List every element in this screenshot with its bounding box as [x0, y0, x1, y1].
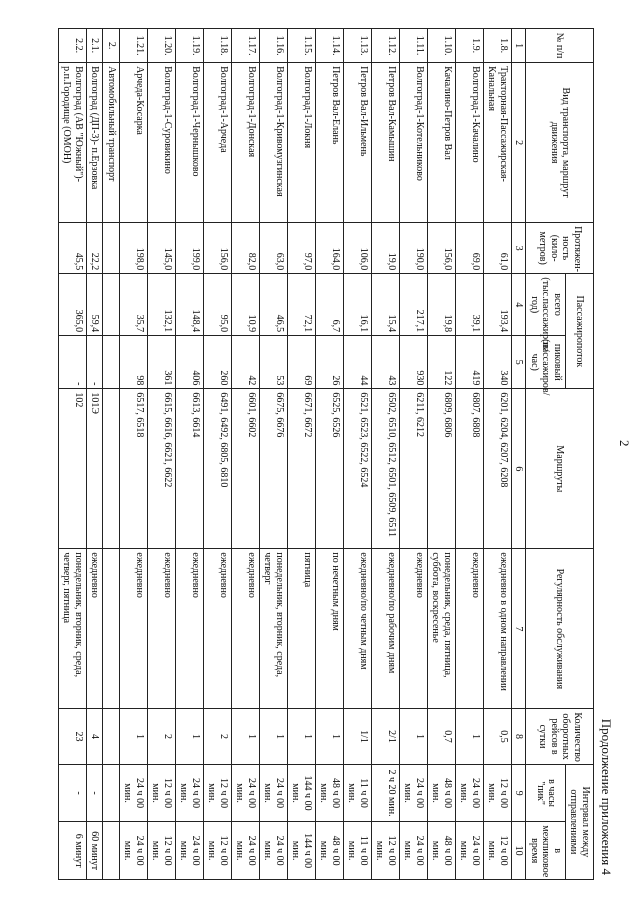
trips-per-day: 1 [400, 709, 428, 764]
interval-peak: 12 ч 00 мин. [148, 764, 176, 822]
route-name: Автомобильный транспорт [103, 63, 120, 223]
route-name: Тракторная-Пассажирская-Канальная [484, 63, 512, 223]
route-name: Петров Вал-Камышин [372, 63, 400, 223]
route-name: Петров Вал-Ильмень [344, 63, 372, 223]
route-numbers: 6671, 6672 [288, 389, 316, 549]
regularity: ежедневно [148, 549, 176, 709]
trips-per-day: 1 [316, 709, 344, 764]
regularity [103, 549, 120, 709]
table-row [87, 29, 104, 880]
route-name: Волгоград-1-Чернышково [176, 63, 204, 223]
row-number: 1.19. [176, 29, 204, 63]
interval-offpeak: 12 ч 00 мин. [148, 822, 176, 880]
column-number-row [512, 29, 527, 880]
route-length: 22,2 [87, 223, 104, 274]
interval-offpeak [103, 822, 120, 880]
table-row [103, 29, 120, 880]
interval-offpeak: 12 ч 00 мин. [484, 822, 512, 880]
route-length: 97,0 [288, 223, 316, 274]
column-number: 6 [512, 389, 527, 549]
interval-peak: 144 ч 00 мин. [288, 764, 316, 822]
flow-total: 59,4 [87, 274, 104, 336]
table-row [456, 29, 484, 880]
trips-per-day: 1 [288, 709, 316, 764]
table-row [59, 29, 87, 880]
route-name: Петров Вал-Елань [316, 63, 344, 223]
interval-peak: 11 ч 00 мин. [344, 764, 372, 822]
row-number: 2. [103, 29, 120, 63]
interval-peak: 24 ч 00 мин. [232, 764, 260, 822]
route-name: Волгоград (ДП-3)- п.Ерзовка [87, 63, 104, 223]
routes-table [58, 28, 594, 880]
row-number: 1.15. [288, 29, 316, 63]
row-number: 1.11. [400, 29, 428, 63]
header-interval: Интервал между отправлениями [566, 764, 594, 879]
route-numbers: 6211, 6212 [400, 389, 428, 549]
header-flow-peak: пиковый (пассажиров/час) [526, 336, 566, 389]
table-row [344, 29, 372, 880]
table-row [204, 29, 232, 880]
route-name: Волгоград (АВ "Южный")- р.п.Городище (ОМОН) [59, 63, 87, 223]
interval-peak: 48 ч 00 мин. [428, 764, 456, 822]
regularity: ежедневно в одном направлении [484, 549, 512, 709]
column-number: 10 [512, 822, 527, 880]
route-numbers: 6675, 6676 [260, 389, 288, 549]
row-number: 2.2. [59, 29, 87, 63]
flow-peak: 53 [260, 336, 288, 389]
column-number: 8 [512, 709, 527, 764]
regularity: ежедневно [232, 549, 260, 709]
route-length: 198,0 [120, 223, 148, 274]
interval-offpeak: 24 ч 00 мин. [400, 822, 428, 880]
trips-per-day: 1 [232, 709, 260, 764]
interval-offpeak: 24 ч 00 мин. [176, 822, 204, 880]
trips-per-day: 1 [176, 709, 204, 764]
interval-peak: 2 ч 20 мин. [372, 764, 400, 822]
interval-offpeak: 12 ч 00 мин. [204, 822, 232, 880]
route-length: 19,0 [372, 223, 400, 274]
trips-per-day: 2/1 [372, 709, 400, 764]
header-num: № п/п [526, 29, 594, 63]
row-number: 1.8. [484, 29, 512, 63]
regularity: ежедневно/по четным дням [344, 549, 372, 709]
column-number: 1 [512, 29, 527, 63]
interval-offpeak: 12 ч 00 мин. [372, 822, 400, 880]
row-number: 1.14. [316, 29, 344, 63]
interval-offpeak: 6 минут [59, 822, 87, 880]
table-row [400, 29, 428, 880]
interval-peak: 24 ч 00 мин. [400, 764, 428, 822]
table-row [428, 29, 456, 880]
flow-peak: 98 [120, 336, 148, 389]
table-row [120, 29, 148, 880]
table-row [316, 29, 344, 880]
flow-total: 132,1 [148, 274, 176, 336]
route-name: Качалино-Петров Вал [428, 63, 456, 223]
flow-total: 193,4 [484, 274, 512, 336]
trips-per-day: 0,7 [428, 709, 456, 764]
table-row [288, 29, 316, 880]
header-routes: Маршруты [526, 389, 594, 549]
flow-peak: 930 [400, 336, 428, 389]
interval-offpeak: 60 минут [87, 822, 104, 880]
route-length [103, 223, 120, 274]
regularity: пятница [288, 549, 316, 709]
column-number: 3 [512, 223, 527, 274]
trips-per-day: 0,5 [484, 709, 512, 764]
column-number: 2 [512, 63, 527, 223]
row-number: 1.9. [456, 29, 484, 63]
route-numbers [103, 389, 120, 549]
appendix-caption: Продолжение приложения 4 [599, 718, 614, 875]
route-length: 190,0 [400, 223, 428, 274]
route-numbers: 101Э [87, 389, 104, 549]
row-number: 1.16. [260, 29, 288, 63]
flow-peak: 42 [232, 336, 260, 389]
page-number: 2 [617, 440, 632, 447]
route-numbers: 6613, 6614 [176, 389, 204, 549]
route-numbers: 6491, 6492, 6805, 6810 [204, 389, 232, 549]
route-length: 199,0 [176, 223, 204, 274]
route-numbers: 6807, 6808 [456, 389, 484, 549]
flow-peak: - [59, 336, 87, 389]
regularity: ежедневно [120, 549, 148, 709]
interval-peak: 24 ч 00 мин. [176, 764, 204, 822]
regularity: ежедневно [400, 549, 428, 709]
flow-total [103, 274, 120, 336]
trips-per-day: 1 [120, 709, 148, 764]
header-route: Вид транспорта, маршрут движения [526, 63, 594, 223]
row-number: 1.20. [148, 29, 176, 63]
row-number: 1.18. [204, 29, 232, 63]
flow-peak: 69 [288, 336, 316, 389]
route-length: 145,0 [148, 223, 176, 274]
interval-peak: 48 ч 00 мин. [316, 764, 344, 822]
flow-total: 10,9 [232, 274, 260, 336]
flow-peak: 122 [428, 336, 456, 389]
flow-peak: 43 [372, 336, 400, 389]
flow-total: 19,8 [428, 274, 456, 336]
interval-offpeak: 144 ч 00 мин. [288, 822, 316, 880]
interval-offpeak: 24 ч 00 мин. [120, 822, 148, 880]
route-numbers: 6201, 6204, 6207, 6208 [484, 389, 512, 549]
flow-peak: 44 [344, 336, 372, 389]
route-numbers: 6809, 6806 [428, 389, 456, 549]
table-row [484, 29, 512, 880]
column-number: 9 [512, 764, 527, 822]
trips-per-day: 4 [87, 709, 104, 764]
column-number: 5 [512, 336, 527, 389]
route-name: Волгоград-1-Локня [288, 63, 316, 223]
flow-peak: 419 [456, 336, 484, 389]
interval-peak: 24 ч 00 мин. [456, 764, 484, 822]
flow-total: 95,0 [204, 274, 232, 336]
row-number: 1.17. [232, 29, 260, 63]
route-name: Волгоград-1-Арчеда [204, 63, 232, 223]
flow-total: 15,4 [372, 274, 400, 336]
column-number: 7 [512, 549, 527, 709]
row-number: 1.12. [372, 29, 400, 63]
flow-peak: 260 [204, 336, 232, 389]
flow-total: 365,0 [59, 274, 87, 336]
flow-peak: - [87, 336, 104, 389]
route-numbers: 6615, 6616, 6621, 6622 [148, 389, 176, 549]
interval-peak: 24 ч 00 мин. [120, 764, 148, 822]
table-body [59, 29, 512, 880]
interval-offpeak: 48 ч 00 мин. [428, 822, 456, 880]
route-length: 156,0 [204, 223, 232, 274]
route-length: 63,0 [260, 223, 288, 274]
interval-offpeak: 24 ч 00 мин. [456, 822, 484, 880]
row-number: 1.13. [344, 29, 372, 63]
route-numbers: 6601, 6602 [232, 389, 260, 549]
header-flow-total: всего (тыс.пассажиров/год) [526, 274, 566, 336]
row-number: 1.10. [428, 29, 456, 63]
trips-per-day: 2 [148, 709, 176, 764]
trips-per-day: 2 [204, 709, 232, 764]
route-name: Волгоград-1-Суровикино [148, 63, 176, 223]
regularity: ежедневно [204, 549, 232, 709]
table-row [232, 29, 260, 880]
trips-per-day: 1/1 [344, 709, 372, 764]
route-length: 164,0 [316, 223, 344, 274]
route-numbers: 6525, 6526 [316, 389, 344, 549]
route-length: 45,5 [59, 223, 87, 274]
header-interval-peak: в часы "пик" [526, 764, 566, 822]
table-row [176, 29, 204, 880]
regularity: по нечетным дням [316, 549, 344, 709]
regularity: понедельник, вторник, среда, четверг, пятница [59, 549, 87, 709]
flow-total: 39,1 [456, 274, 484, 336]
route-name: Арчеда-Косарка [120, 63, 148, 223]
flow-total: 6,7 [316, 274, 344, 336]
flow-total: 148,4 [176, 274, 204, 336]
flow-total: 16,1 [344, 274, 372, 336]
interval-peak: 12 ч 00 мин. [204, 764, 232, 822]
route-length: 61,0 [484, 223, 512, 274]
header-trips: Количество оборотных рейсов в сутки [526, 709, 594, 764]
route-numbers: 6521, 6523, 6522, 6524 [344, 389, 372, 549]
table-row [372, 29, 400, 880]
flow-total: 217,1 [400, 274, 428, 336]
column-number: 4 [512, 274, 527, 336]
flow-total: 35,7 [120, 274, 148, 336]
table-row [260, 29, 288, 880]
regularity: понедельник, среда, пятница, суббота, воскресенье [428, 549, 456, 709]
regularity: ежедневно/по рабочим дням [372, 549, 400, 709]
header-regularity: Регулярность обслуживания [526, 549, 594, 709]
flow-total: 72,1 [288, 274, 316, 336]
flow-peak: 361 [148, 336, 176, 389]
flow-peak [103, 336, 120, 389]
route-name: Волгоград-1-Котельниково [400, 63, 428, 223]
route-length: 156,0 [428, 223, 456, 274]
interval-peak [103, 764, 120, 822]
route-numbers: 6502, 6510, 6512, 6501, 6509, 6511 [372, 389, 400, 549]
flow-peak: 340 [484, 336, 512, 389]
regularity: понедельник, вторник, среда, четверг [260, 549, 288, 709]
trips-per-day: 1 [456, 709, 484, 764]
row-number: 2.1. [87, 29, 104, 63]
route-length: 69,0 [456, 223, 484, 274]
interval-offpeak: 11 ч 00 мин. [344, 822, 372, 880]
header-flow: Пассажиропоток [566, 274, 594, 389]
trips-per-day: 23 [59, 709, 87, 764]
route-name: Волгоград-1-Качалино [456, 63, 484, 223]
regularity: ежедневно [176, 549, 204, 709]
route-name: Волгоград-1-Донская [232, 63, 260, 223]
interval-peak: - [87, 764, 104, 822]
route-length: 82,0 [232, 223, 260, 274]
interval-peak: - [59, 764, 87, 822]
flow-peak: 26 [316, 336, 344, 389]
regularity: ежедневно [87, 549, 104, 709]
flow-total: 46,5 [260, 274, 288, 336]
interval-offpeak: 24 ч 00 мин. [260, 822, 288, 880]
route-numbers: 102 [59, 389, 87, 549]
route-numbers: 6517, 6518 [120, 389, 148, 549]
row-number: 1.21. [120, 29, 148, 63]
interval-peak: 12 ч 00 мин. [484, 764, 512, 822]
route-name: Волгоград-1-Кривомузгинская [260, 63, 288, 223]
header-interval-offpeak: в межпиковое время [526, 822, 566, 880]
trips-per-day [103, 709, 120, 764]
interval-peak: 24 ч 00 мин. [260, 764, 288, 822]
flow-peak: 406 [176, 336, 204, 389]
header-length: Протяжен-ность (кило-метров) [526, 223, 594, 274]
interval-offpeak: 24 ч 00 мин. [232, 822, 260, 880]
interval-offpeak: 48 ч 00 мин. [316, 822, 344, 880]
trips-per-day: 1 [260, 709, 288, 764]
table-row [148, 29, 176, 880]
regularity: ежедневно [456, 549, 484, 709]
route-length: 106,0 [344, 223, 372, 274]
